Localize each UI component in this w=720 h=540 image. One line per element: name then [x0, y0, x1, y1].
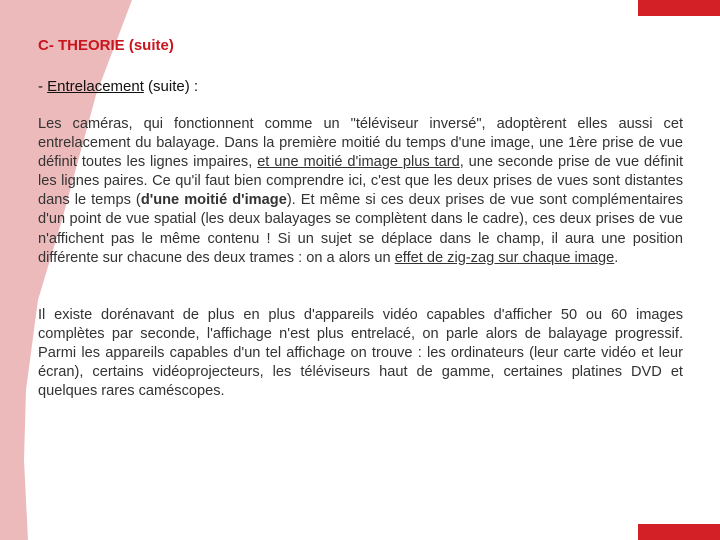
- paragraph-2: Il existe dorénavant de plus en plus d'appareils vidéo capables d'afficher 50 ou 60 images complètes par seconde, l'affichage n'est plus entrelacé, on parle alors de balayage progressif. Parmi les appareils capables d'un tel affichage on trouve : les ordinateurs (leur carte vidéo et leur écran), certains vidéoprojecteurs, les téléviseurs haut de gamme, certaines platines DVD et quelques rares caméscopes.: [38, 307, 683, 400]
- accent-bar-bottom: [638, 524, 720, 540]
- para1-run-underlined: et une moitié d'image plus tard: [257, 154, 460, 171]
- para1-run: ). Et même si ces deux prises de vue sont complémentaires d'un point de vue spatial (les deux balayages se complètent dans le cadre), ces deux prises de vue n'affichent pas le même contenu ! Si un sujet se déplace dans le champ, il aura une position différente sur chacune des deux trames : on a alors un: [38, 192, 683, 266]
- para1-run-underlined: effet de zig-zag sur chaque image: [394, 249, 615, 266]
- paragraph-1: [38, 115, 683, 268]
- subtitle-underlined: Entrelacement: [47, 78, 144, 95]
- para1-run: Les caméras, qui fonctionnent comme un "téléviseur inversé", adoptèrent elles aussi cet entrelacement du balayage. Dans la première moitié du temps d'une image, une 1ère prise de vue définit toutes les lignes impaires,: [38, 116, 683, 171]
- subtitle-prefix: -: [38, 78, 48, 95]
- para1-run: .: [614, 249, 619, 266]
- para1-run: , une seconde prise de vue définit les lignes paires. Ce qu'il faut bien comprendre ici, c'est que les deux prises de vues sont distantes dans le temps (: [38, 154, 684, 209]
- accent-bar-top: [638, 0, 720, 16]
- para1-run-bold: d'une moitié d'image: [140, 192, 287, 209]
- subtitle-suffix: (suite) :: [143, 78, 199, 95]
- section-subtitle: [38, 78, 198, 95]
- slide-title: C- THEORIE (suite): [38, 37, 174, 54]
